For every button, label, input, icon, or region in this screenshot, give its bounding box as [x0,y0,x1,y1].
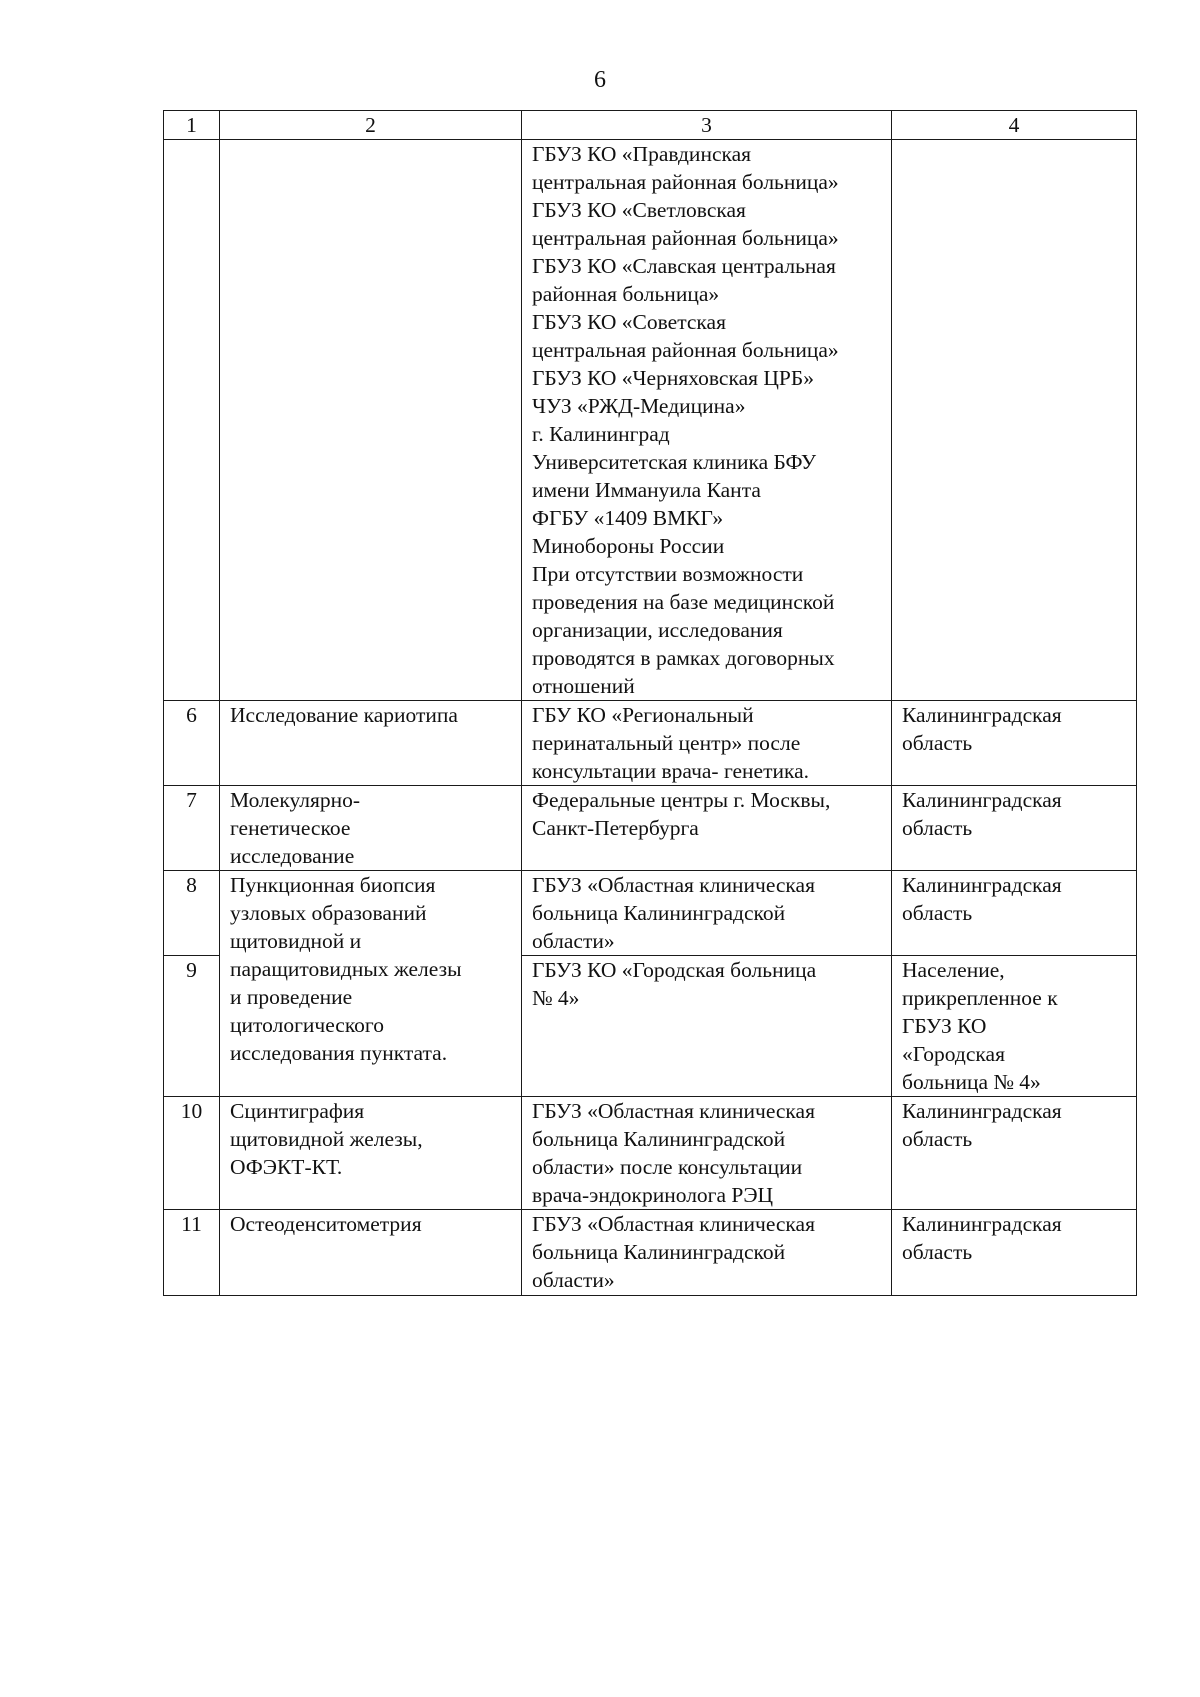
row-number: 9 [164,956,220,1097]
population: Население, прикрепленное к ГБУЗ КО «Городская больница № 4» [892,956,1137,1097]
institution: ГБУЗ КО «Городская больница № 4» [522,956,892,1097]
header-cell: 1 [164,111,220,140]
population: Калининградская область [892,1097,1137,1210]
row-number: 10 [164,1097,220,1210]
row-number: 6 [164,701,220,786]
table-header-row [164,111,1137,140]
population: Калининградская область [892,786,1137,871]
study-name: Остеоденситометрия [220,1210,522,1296]
institution: ГБУЗ «Областная клиническая больница Калининградской области» [522,871,892,956]
study-name: Сцинтиграфия щитовидной железы, ОФЭКТ-КТ. [220,1097,522,1210]
study-name: Пункционная биопсия узловых образований щитовидной и паращитовидных железы и проведение цитологического исследования пунктата. [220,871,522,1097]
institution: ГБУЗ «Областная клиническая больница Калининградской области» после консультации врача-эндокринолога РЭЦ [522,1097,892,1210]
row-number: 11 [164,1210,220,1296]
table-row [164,140,1137,701]
page-number: 6 [594,67,606,93]
header-cell: 3 [522,111,892,140]
institution: ГБУЗ КО «Правдинская центральная районная больница» ГБУЗ КО «Светловская центральная районная больница» ГБУЗ КО «Славская центральная районная больница» ГБУЗ КО «Советская центральная районная больница» ГБУЗ КО «Черняховская ЦРБ» ЧУЗ «РЖД-Медицина» г. Калининград Университетская клиника БФУ имени Иммануила Канта ФГБУ «1409 ВМКГ» Минобороны России При отсутствии возможности проведения на базе медицинской организации, исследования проводятся в рамках договорных отношений [522,140,892,701]
population: Калининградская область [892,701,1137,786]
table-row [164,1210,1137,1296]
population: Калининградская область [892,1210,1137,1296]
institution: ГБУ КО «Региональный перинатальный центр» после консультации врача- генетика. [522,701,892,786]
table-row [164,786,1137,871]
institution: ГБУЗ «Областная клиническая больница Калининградской области» [522,1210,892,1296]
study-name: Молекулярно- генетическое исследование [220,786,522,871]
study-name [220,140,522,701]
table-row [164,701,1137,786]
table-row [164,1097,1137,1210]
study-name: Исследование кариотипа [220,701,522,786]
row-number: 8 [164,871,220,956]
row-number [164,140,220,701]
table-row [164,871,1137,956]
services-table [163,110,1137,1296]
population [892,140,1137,701]
header-cell: 2 [220,111,522,140]
header-cell: 4 [892,111,1137,140]
institution: Федеральные центры г. Москвы, Санкт-Петербурга [522,786,892,871]
population: Калининградская область [892,871,1137,956]
row-number: 7 [164,786,220,871]
